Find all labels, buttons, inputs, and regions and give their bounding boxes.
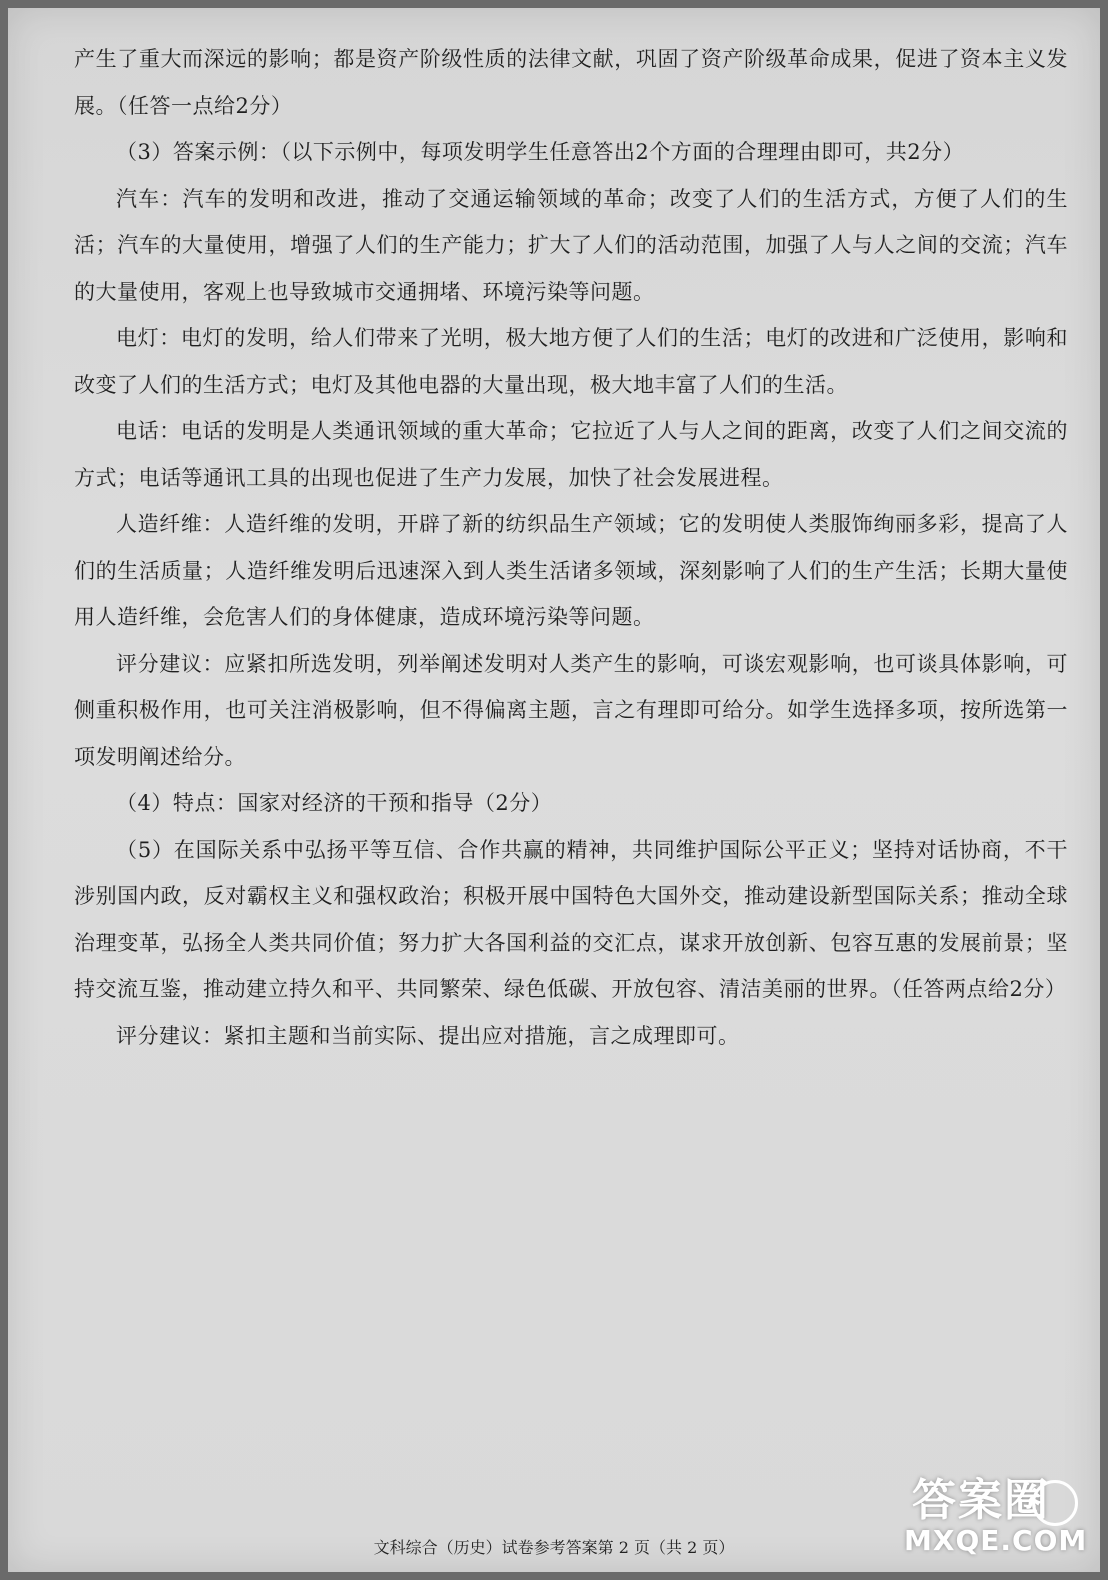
paragraph-q4: （4）特点：国家对经济的干预和指导（2分） [116, 791, 553, 815]
paragraph-q3-intro: （3）答案示例：（以下示例中，每项发明学生任意答出2个方面的合理理由即可，共2分） [116, 140, 965, 164]
watermark-logo [904, 1475, 1088, 1562]
watermark-logo-text: 答案圈 [912, 1475, 1050, 1526]
paragraph-q5: （5）在国际关系中弘扬平等互信、合作共赢的精神，共同维护国际公平正义；坚持对话协商，不干涉别国内政，反对霸权主义和强权政治；积极开展中国特色大国外交，推动建设新型国际关系；推动全球治理变革，弘扬全人类共同价值；努力扩大各国利益的交汇点，谋求开放创新、包容互惠的发展前景；坚持交流互鉴，推动建立持久和平、共同繁荣、绿色低碳、开放包容、清洁美丽的世界。（任答两点给2分） [74, 837, 1068, 1001]
paragraph-continuation: 产生了重大而深远的影响；都是资产阶级性质的法律文献，巩固了资产阶级革命成果，促进了资本主义发展。（任答一点给2分） [74, 47, 1068, 118]
paragraph-automobile: 汽车：汽车的发明和改进，推动了交通运输领域的革命；改变了人们的生活方式，方便了人们的生活；汽车的大量使用，增强了人们的生产能力；扩大了人们的活动范围，加强了人与人之间的交流；汽车的大量使用，客观上也导致城市交通拥堵、环境污染等问题。 [74, 186, 1068, 304]
page-footer: 文科综合（历史）试卷参考答案第 2 页（共 2 页） [373, 1538, 735, 1557]
answer-body [74, 36, 1068, 1059]
paragraph-telephone: 电话：电话的发明是人类通讯领域的重大革命；它拉近了人与人之间的距离，改变了人们之间交流的方式；电话等通讯工具的出现也促进了生产力发展，加快了社会发展进程。 [74, 419, 1068, 490]
paragraph-electric-light: 电灯：电灯的发明，给人们带来了光明，极大地方便了人们的生活；电灯的改进和广泛使用，影响和改变了人们的生活方式；电灯及其他电器的大量出现，极大地丰富了人们的生活。 [74, 326, 1068, 397]
watermark-badge-icon [1032, 1480, 1078, 1526]
watermark-url: MXQE.COM [904, 1524, 1088, 1557]
paragraph-grading-advice-q5: 评分建议：紧扣主题和当前实际、提出应对措施，言之成理即可。 [116, 1023, 740, 1048]
answer-page [8, 8, 1100, 1572]
paragraph-grading-advice-q3: 评分建议：应紧扣所选发明，列举阐述发明对人类产生的影响，可谈宏观影响，也可谈具体影响，可侧重积极作用，也可关注消极影响，但不得偏离主题，言之有理即可给分。如学生选择多项，按所选第一项发明阐述给分。 [74, 651, 1068, 769]
paragraph-synthetic-fiber: 人造纤维：人造纤维的发明，开辟了新的纺织品生产领域；它的发明使人类服饰绚丽多彩，提高了人们的生活质量；人造纤维发明后迅速深入到人类生活诸多领域，深刻影响了人们的生产生活；长期大量使用人造纤维，会危害人们的身体健康，造成环境污染等问题。 [74, 512, 1068, 629]
